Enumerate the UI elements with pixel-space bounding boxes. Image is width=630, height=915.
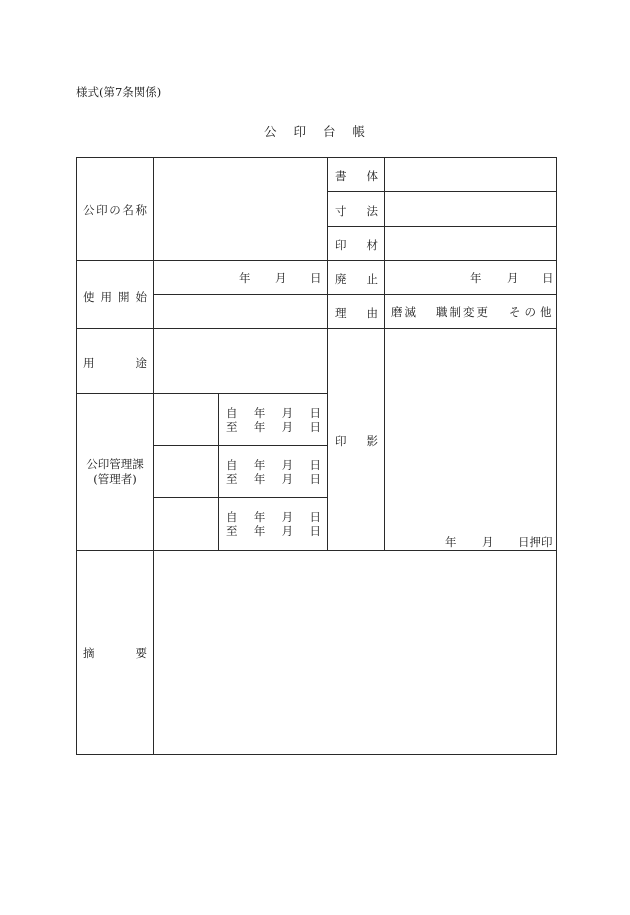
start-of-use-label-cell: 使 用 開 始 (76, 260, 154, 329)
manager-name-field-1[interactable] (153, 393, 219, 446)
reason-option-other[interactable]: その他 (509, 305, 556, 319)
manager-name-field-3[interactable] (153, 497, 219, 551)
manager-period-field-1[interactable]: 自 年 月 日 至 年 月 日 (218, 393, 328, 446)
reason-options-field[interactable] (384, 294, 557, 329)
material-label-cell: 印 材 (327, 226, 385, 261)
management-label-cell: 公印管理課 (管理者) (76, 393, 154, 551)
seal-impression-field[interactable]: 年 月 日押印 (384, 328, 557, 551)
document-title: 公 印 台 帳 (263, 124, 367, 139)
abolition-date-field[interactable]: 年 月 日 (384, 260, 557, 295)
purpose-label-cell: 用 途 (76, 328, 154, 394)
abolition-label-cell: 廃 止 (327, 260, 385, 295)
start-of-use-extra-field[interactable] (153, 294, 328, 329)
size-field[interactable] (384, 191, 557, 227)
seal-register-table (76, 157, 557, 755)
summary-label-cell: 摘 要 (76, 550, 154, 755)
start-of-use-date-field[interactable]: 年 月 日 (153, 260, 328, 295)
size-label-cell: 寸 法 (327, 191, 385, 227)
seal-name-label-cell: 公 印 の 名 称 (76, 157, 154, 261)
typeface-field[interactable] (384, 157, 557, 192)
reason-option-worn[interactable]: 磨滅 (391, 305, 418, 319)
seal-name-field[interactable] (153, 157, 328, 261)
reason-option-org-change[interactable]: 職制変更 (436, 305, 490, 319)
manager-name-field-2[interactable] (153, 445, 219, 498)
form-number-label: 様式(第7条関係) (76, 85, 162, 99)
manager-period-field-3[interactable]: 自 年 月 日 至 年 月 日 (218, 497, 328, 551)
typeface-label-cell: 書 体 (327, 157, 385, 192)
purpose-field[interactable] (153, 328, 328, 394)
material-field[interactable] (384, 226, 557, 261)
seal-impression-label-cell: 印 影 (327, 328, 385, 551)
reason-label-cell: 理 由 (327, 294, 385, 329)
summary-field[interactable] (153, 550, 557, 755)
manager-period-field-2[interactable]: 自 年 月 日 至 年 月 日 (218, 445, 328, 498)
